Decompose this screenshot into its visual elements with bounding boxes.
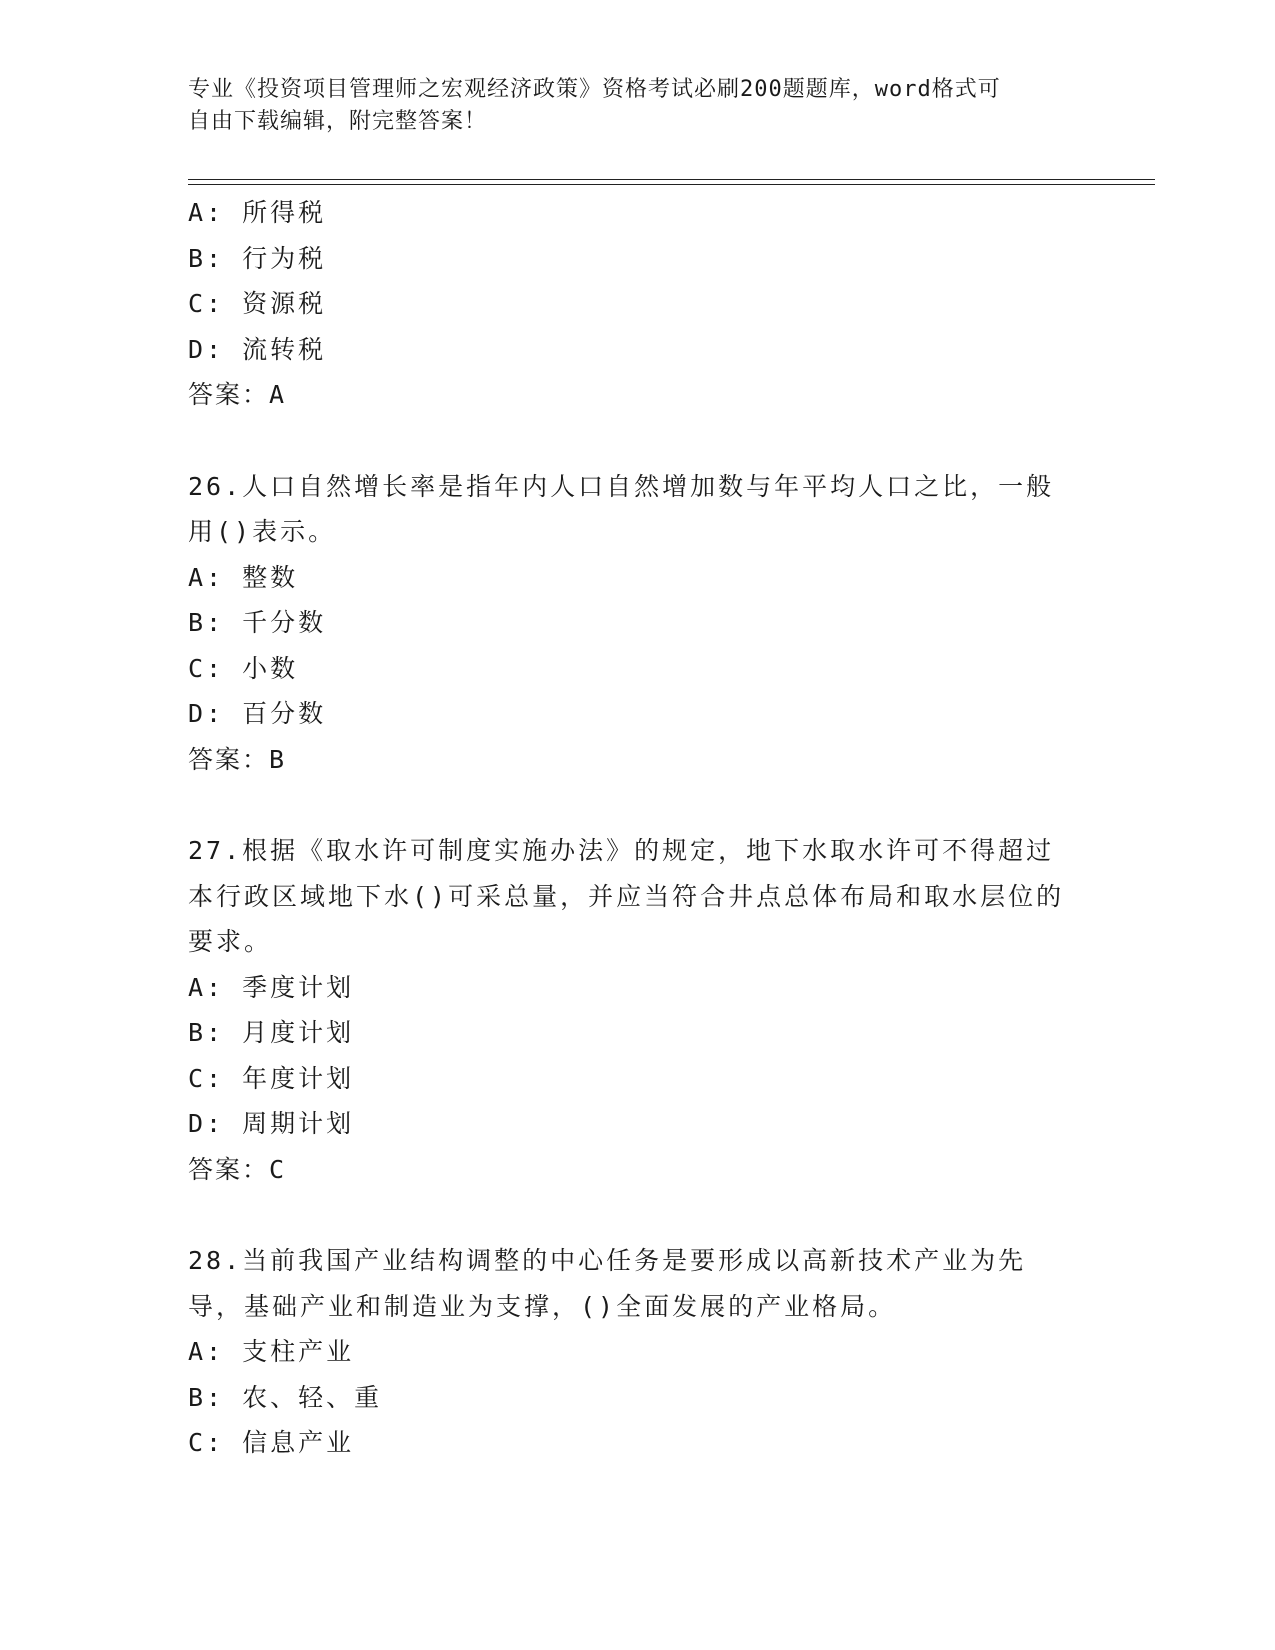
option-a: A: 整数 [188,562,299,592]
header-line-2: 自由下载编辑，附完整答案！ [188,109,488,134]
question-text: 28.当前我国产业结构调整的中心任务是要形成以高新技术产业为先导，基础产业和制造业为支撑，()全面发展的产业格局。 [188,1246,1027,1321]
option-d: D: 周期计划 [188,1109,355,1138]
question-text: 27.根据《取水许可制度实施办法》的规定，地下水取水许可不得超过本行政区域地下水()可采总量，并应当符合井点总体布局和取水层位的要求。 [188,836,1065,956]
option-b: B: 农、轻、重 [188,1382,383,1412]
option-a: A: 季度计划 [188,972,355,1002]
header-rule-top [188,179,1155,180]
option-a: A: 支柱产业 [188,1337,355,1366]
answer: 答案：C [188,1154,287,1184]
option-b: B: 千分数 [188,608,327,637]
question-list [188,190,1088,1466]
question-27 [188,828,1088,1192]
option-a: A: 所得税 [188,198,327,227]
answer: 答案：A [188,380,287,409]
option-c: C: 资源税 [188,289,327,318]
question-26 [188,464,1088,783]
option-b: B: 行为税 [188,243,327,273]
option-d: D: 百分数 [188,699,327,728]
question-28 [188,1238,1088,1466]
header-line-1: 专业《投资项目管理师之宏观经济政策》资格考试必刷200题题库，word格式可 [188,77,1001,102]
answer: 答案：B [188,744,287,774]
question-text: 26.人口自然增长率是指年内人口自然增加数与年平均人口之比，一般用()表示。 [188,471,1055,546]
option-b: B: 月度计划 [188,1018,355,1047]
option-c: C: 信息产业 [188,1428,355,1457]
option-c: C: 年度计划 [188,1063,355,1093]
option-c: C: 小数 [188,653,299,683]
header-rule-bottom [188,184,1155,185]
document-header [188,74,1088,138]
question-25-continued [188,190,1088,418]
option-d: D: 流转税 [188,334,327,364]
